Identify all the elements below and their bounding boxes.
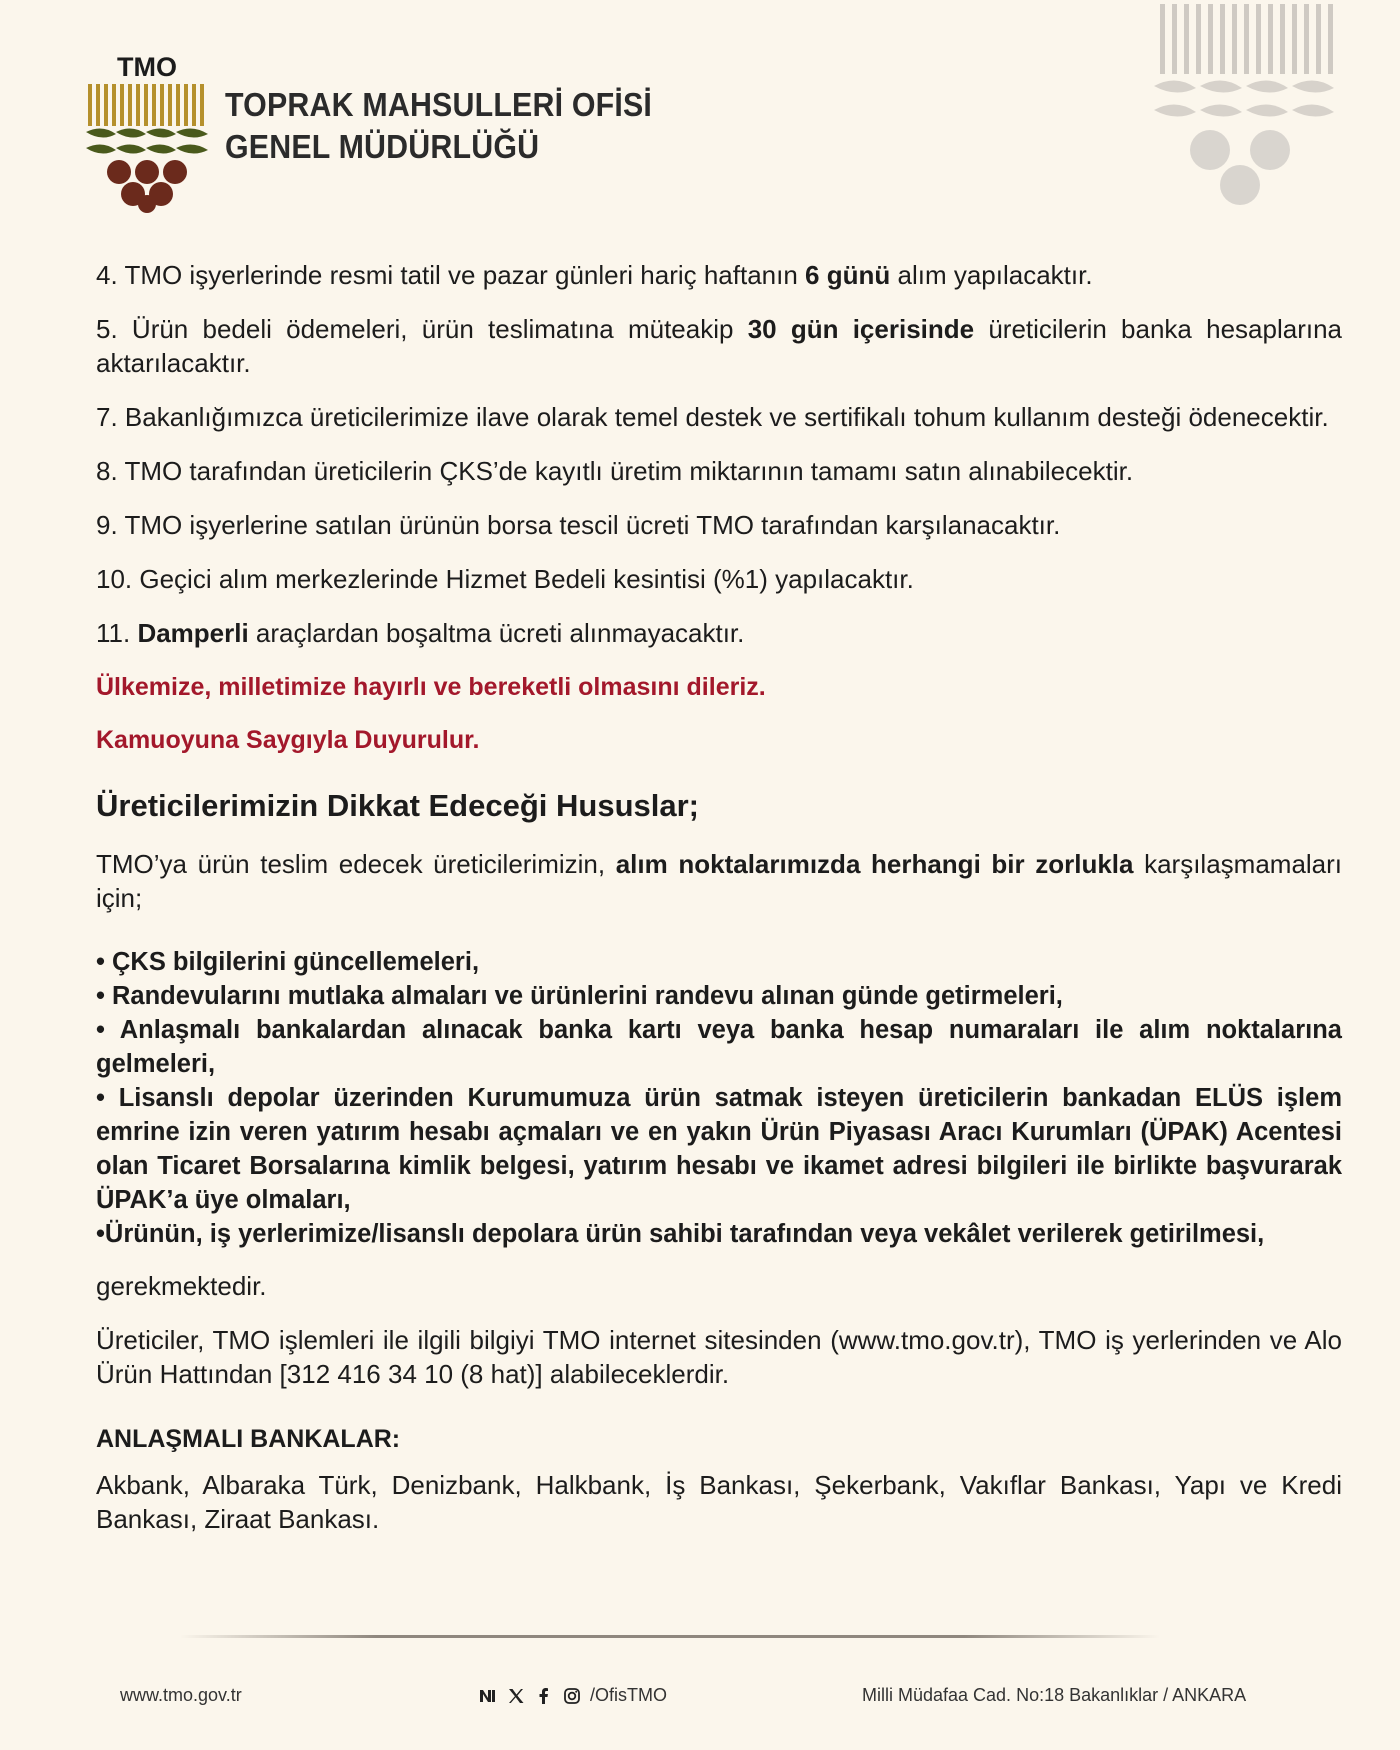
bullet-item: • Randevularını mutlaka almaları ve ürünlerini randevu alınan günde getirmeleri, [96,982,1063,1010]
banks-list: Akbank, Albaraka Türk, Denizbank, Halkbank, İş Bankası, Şekerbank, Vakıflar Bankası, Yapı ve Kredi Bankası, Ziraat Bankası. [96,1470,1342,1534]
banks-title: ANLAŞMALI BANKALAR: [96,1425,401,1453]
footer-divider [180,1635,1160,1638]
info-text: Üreticiler, TMO işlemleri ile ilgili bilgiyi TMO internet sitesinden (www.tmo.gov.tr), TMO iş yerlerinden ve Alo Ürün Hattından [312 416 34 10 (8 hat)] alabileceklerdir. [96,1325,1342,1389]
item-4: 4. TMO işyerlerinde resmi tatil ve pazar günleri hariç haftanın 6 günü alım yapılacaktır. [96,260,1093,290]
closing-wish: Ülkemize, milletimize hayırlı ve bereketli olmasını dileriz. [96,673,766,701]
tmo-logo [82,54,212,216]
item-11: 11. Damperli araçlardan boşaltma ücreti alınmayacaktır. [96,618,745,648]
item-8: 8. TMO tarafından üreticilerin ÇKS’de kayıtlı üretim miktarının tamamı satın alınabilecektir. [96,456,1134,486]
item-7: 7. Bakanlığımızca üreticilerimize ilave olarak temel destek ve sertifikalı tohum kullanım desteği ödenecektir. [96,402,1329,432]
organization-name [225,84,652,168]
org-name-line2: GENEL MÜDÜRLÜĞÜ [225,128,540,165]
item-5: 5. Ürün bedeli ödemeleri, ürün teslimatına müteakip 30 gün içerisinde üreticilerin banka hesaplarına aktarılacaktır. [96,314,1342,378]
closing-announce: Kamuoyuna Saygıyla Duyurulur. [96,726,480,754]
item-10: 10. Geçici alım merkezlerinde Hizmet Bedeli kesintisi (%1) yapılacaktır. [96,564,914,594]
required-text: gerekmektedir. [96,1271,267,1301]
bullet-item: •Ürünün, iş yerlerimize/lisanslı depolara ürün sahibi tarafından veya vekâlet verilerek getirilmesi, [96,1220,1265,1248]
decorative-wheat-graphic [1140,0,1350,215]
social-handle[interactable]: /OfisTMO [590,1685,667,1705]
bullet-item: • Anlaşmalı bankalardan alınacak banka kartı veya banka hesap numaraları ile alım noktalarına gelmeleri, [96,1016,1342,1078]
x-icon[interactable] [506,1686,526,1706]
footer-website-link[interactable]: www.tmo.gov.tr [120,1685,242,1705]
announcement-body [96,258,1342,1556]
notice-bullet-list [96,945,1342,1251]
footer-address: Milli Müdafaa Cad. No:18 Bakanlıklar / ANKARA [862,1685,1247,1705]
instagram-icon[interactable] [562,1686,582,1706]
bullet-item: • ÇKS bilgilerini güncellemeleri, [96,948,480,976]
nsosyal-icon[interactable] [478,1686,498,1706]
footer-social [478,1685,667,1706]
bullet-item: • Lisanslı depolar üzerinden Kurumumuza ürün satmak isteyen üreticilerin bankadan ELÜS işlem emrine izin veren yatırım hesabı açmaları ve en yakın Ürün Piyasası Aracı Kurumları (ÜPAK) Acentesi olan Ticaret Borsalarına kimlik belgesi, yatırım hesabı ve ikamet adresi bilgileri ile birlikte başvurarak ÜPAK’a üye olmaları, [96,1084,1342,1214]
notice-intro: TMO’ya ürün teslim edecek üreticilerimizin, alım noktalarımızda herhangi bir zorlukla karşılaşmamaları için; [96,849,1343,913]
notice-heading: Üreticilerimizin Dikkat Edeceği Hususlar; [96,788,699,823]
org-name-line1: TOPRAK MAHSULLERİ OFİSİ [225,86,653,123]
item-9: 9. TMO işyerlerine satılan ürünün borsa tescil ücreti TMO tarafından karşılanacaktır. [96,510,1061,540]
logo-text: TMO [117,54,177,82]
facebook-icon[interactable] [534,1686,554,1706]
